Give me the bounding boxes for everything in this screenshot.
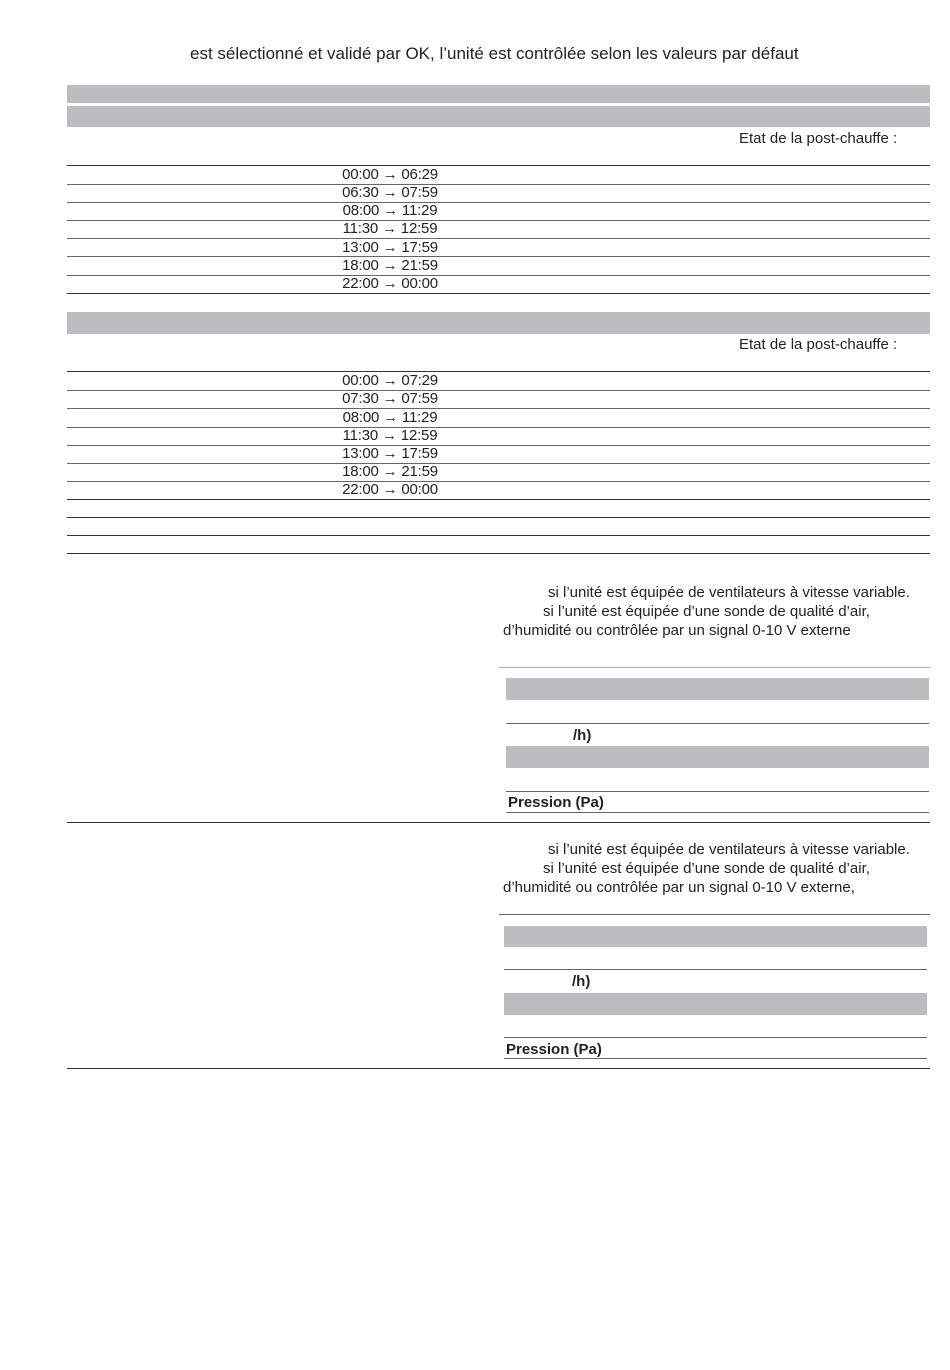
table-row-rule: [67, 238, 930, 239]
time-slot: 00:00 → 06:29: [342, 166, 438, 183]
table-row-rule: [67, 463, 930, 464]
time-slot: 13:00 → 17:59: [342, 445, 438, 462]
table-row-rule: [67, 202, 930, 203]
table-rule: [67, 517, 930, 518]
time-slot: 11:30 → 12:59: [342, 220, 438, 237]
pressure-header-bar: [504, 993, 927, 1015]
table-row-rule: [67, 408, 930, 409]
table-row-rule: [67, 220, 930, 221]
flow-unit-label: /h): [572, 973, 591, 990]
table-row-rule: [67, 275, 930, 276]
humidity-note: d’humidité ou contrôlée par un signal 0-10 V externe: [503, 622, 851, 639]
table-rule: [499, 667, 930, 668]
variable-speed-note: si l’unité est équipée de ventilateurs à vitesse variable.: [548, 841, 910, 858]
pressure-label: Pression (Pa): [508, 794, 604, 811]
table-row-rule: [67, 445, 930, 446]
humidity-note: d’humidité ou contrôlée par un signal 0-10 V externe,: [503, 879, 855, 896]
table-row-rule: [67, 390, 930, 391]
table-row-rule: [504, 1037, 927, 1038]
flow-header-bar: [506, 678, 929, 700]
table-rule: [67, 293, 930, 294]
table-row-rule: [506, 812, 929, 813]
section-divider: [67, 1068, 930, 1069]
table-rule: [67, 371, 930, 372]
table-rule: [67, 553, 930, 554]
variable-speed-note: si l’unité est équipée de ventilateurs à vitesse variable.: [548, 584, 910, 601]
table-rule: [499, 914, 930, 915]
postheat-status-label: Etat de la post-chauffe :: [739, 336, 898, 353]
pressure-label: Pression (Pa): [506, 1041, 602, 1058]
time-slot: 18:00 → 21:59: [342, 257, 438, 274]
table-row-rule: [67, 184, 930, 185]
air-quality-note: si l’unité est équipée d’une sonde de qualité d’air,: [543, 603, 870, 620]
time-slot: 13:00 → 17:59: [342, 239, 438, 256]
air-quality-note: si l’unité est équipée d’une sonde de qualité d’air,: [543, 860, 870, 877]
time-slot: 18:00 → 21:59: [342, 463, 438, 480]
pressure-header-bar: [506, 746, 929, 768]
time-slot: 11:30 → 12:59: [342, 427, 438, 444]
table-row-rule: [67, 256, 930, 257]
table-rule: [67, 535, 930, 536]
table-row-rule: [504, 1058, 927, 1059]
flow-unit-label: /h): [573, 727, 592, 744]
table-section-bar: [67, 106, 930, 127]
time-slot: 07:30 → 07:59: [342, 390, 438, 407]
intro-text: est sélectionné et validé par OK, l’unité est contrôlée selon les valeurs par défaut: [190, 44, 799, 63]
table-row-rule: [504, 969, 927, 970]
time-slot: 00:00 → 07:29: [342, 372, 438, 389]
time-slot: 08:00 → 11:29: [342, 409, 438, 426]
table-row-rule: [67, 481, 930, 482]
time-slot: 06:30 → 07:59: [342, 184, 438, 201]
flow-header-bar: [504, 926, 927, 947]
postheat-status-label: Etat de la post-chauffe :: [739, 130, 898, 147]
time-slot: 22:00 → 00:00: [342, 275, 438, 292]
table-row-rule: [506, 723, 929, 724]
table-section-bar: [67, 312, 930, 334]
table-rule: [67, 165, 930, 166]
table-header-bar: [67, 85, 930, 103]
time-slot: 22:00 → 00:00: [342, 481, 438, 498]
table-rule: [67, 499, 930, 500]
table-row-rule: [506, 791, 929, 792]
section-divider: [67, 822, 930, 823]
table-row-rule: [67, 427, 930, 428]
time-slot: 08:00 → 11:29: [342, 202, 438, 219]
